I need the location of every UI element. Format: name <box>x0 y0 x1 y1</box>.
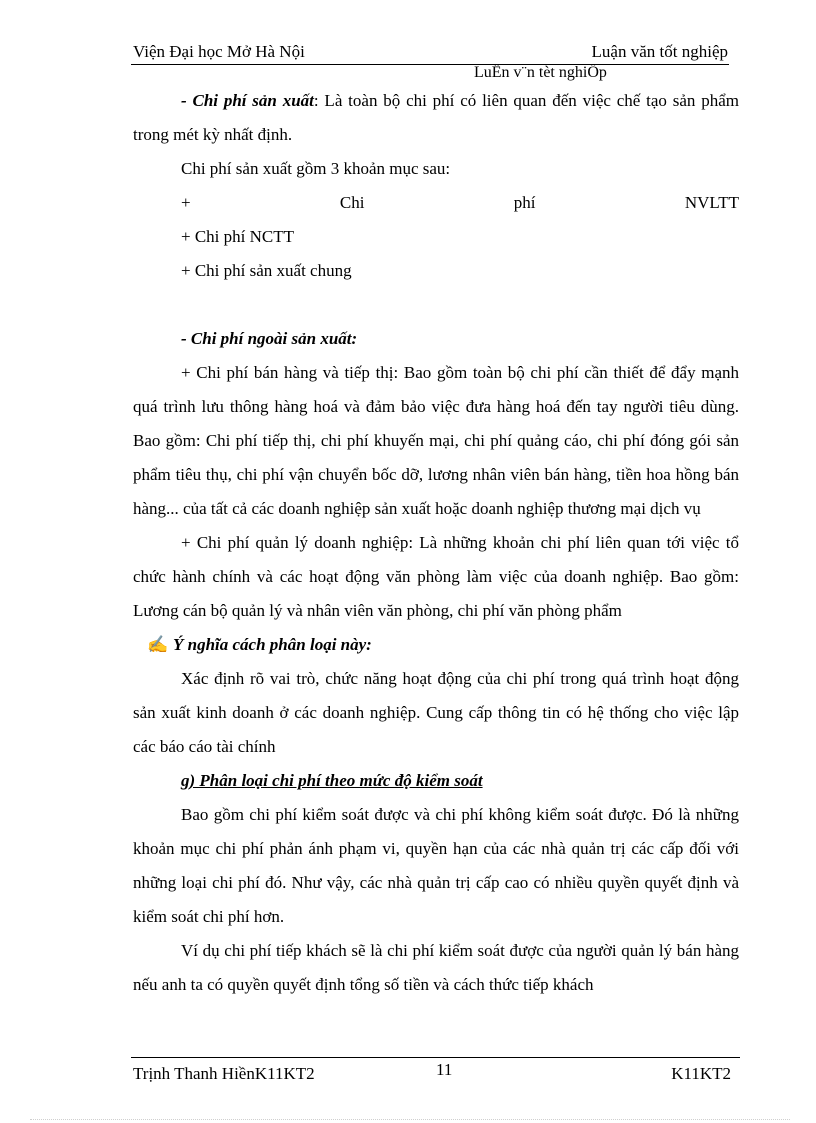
heading-classification-meaning <box>133 628 739 662</box>
section-title-control-level: g) Phân loại chi phí theo mức độ kiểm soát <box>181 771 483 790</box>
cost-item-nvltt <box>133 186 739 220</box>
header-institution: Viện Đại học Mở Hà Nội <box>133 42 305 61</box>
footer-rule <box>131 1057 740 1058</box>
blank-line <box>133 288 739 322</box>
paragraph-controllable-cost: Bao gồm chi phí kiểm soát được và chi phí không kiểm soát được. Đó là những khoản mục chi phí phản ánh phạm vi, quyền hạn của các nhà quản trị các cấp đối với những loại chi phí đó. Như vậy, các nhà quản trị cấp cao có nhiều quyền quyết định và kiểm soát chi phí hơn. <box>133 805 739 926</box>
term-production-cost: - Chi phí sản xuất <box>181 91 314 110</box>
footer-class-code: K11KT2 <box>671 1064 731 1083</box>
cost-item-word: phí <box>513 193 536 212</box>
paragraph-cost-items-intro: Chi phí sản xuất gồm 3 khoản mục sau: <box>181 159 451 178</box>
pen-bullet-icon: ✍ <box>147 635 169 654</box>
page-body <box>133 84 739 1002</box>
paragraph-production-cost <box>133 84 739 152</box>
page-number: 11 <box>436 1060 453 1079</box>
heading-non-production-cost: - Chi phí ngoài sản xuất: <box>181 329 358 348</box>
paragraph-classification-meaning: Xác định rõ vai trò, chức năng hoạt động của chi phí trong quá trình hoạt động sản xuất kinh doanh ở các doanh nghiệp. Cung cấp thông tin có hệ thống cho việc lập các báo cáo tài chính <box>133 669 739 756</box>
cost-item-word: Chi <box>339 193 365 212</box>
cost-item-ncct: + Chi phí NCTT <box>181 227 295 246</box>
cost-item-word: NVLTT <box>684 193 739 212</box>
paragraph-admin-cost: + Chi phí quản lý doanh nghiệp: Là những khoản chi phí liên quan tới việc tổ chức hành chính và các hoạt động văn phòng làm việc của doanh nghiệp. Bao gồm: Lương cán bộ quản lý và nhân viên văn phòng, chi phí văn phòng phẩm <box>133 533 739 620</box>
header-document-type: Luận văn tốt nghiệp <box>591 42 728 61</box>
paragraph-example: Ví dụ chi phí tiếp khách sẽ là chi phí kiểm soát được của người quản lý bán hàng nếu anh ta có quyền quyết định tổng số tiền và cách thức tiếp khách <box>133 941 739 994</box>
header-encoding-artifact: LuËn v¨n tèt nghiÖp <box>474 64 607 81</box>
paragraph-selling-cost: + Chi phí bán hàng và tiếp thị: Bao gồm toàn bộ chi phí cần thiết để đẩy mạnh quá trình lưu thông hàng hoá và đảm bảo việc đưa hàng hoá đến tay người tiêu dùng. Bao gồm: Chi phí tiếp thị, chi phí khuyến mại, chi phí quảng cáo, chi phí đóng gói sản phẩm tiêu thụ, chi phí vận chuyển bốc dỡ, lương nhân viên bán hàng, tiền hoa hồng bán hàng... của tất cả các doanh nghiệp sản xuất hoặc doanh nghiệp thương mại dịch vụ <box>133 363 739 518</box>
footer-author: Trịnh Thanh HiềnK11KT2 <box>133 1064 315 1083</box>
cost-item-general: + Chi phí sản xuất chung <box>181 261 352 280</box>
definition-production-cost: : Là toàn bộ chi phí có liên quan đến việc chế tạo sản phẩm trong mét kỳ nhất định. <box>133 91 739 144</box>
cost-item-word: + <box>181 193 191 212</box>
header-rule <box>131 64 729 65</box>
page-edge-dotted-line <box>30 1119 790 1120</box>
heading-classification-meaning-text: Ý nghĩa cách phân loại này: <box>173 635 372 654</box>
